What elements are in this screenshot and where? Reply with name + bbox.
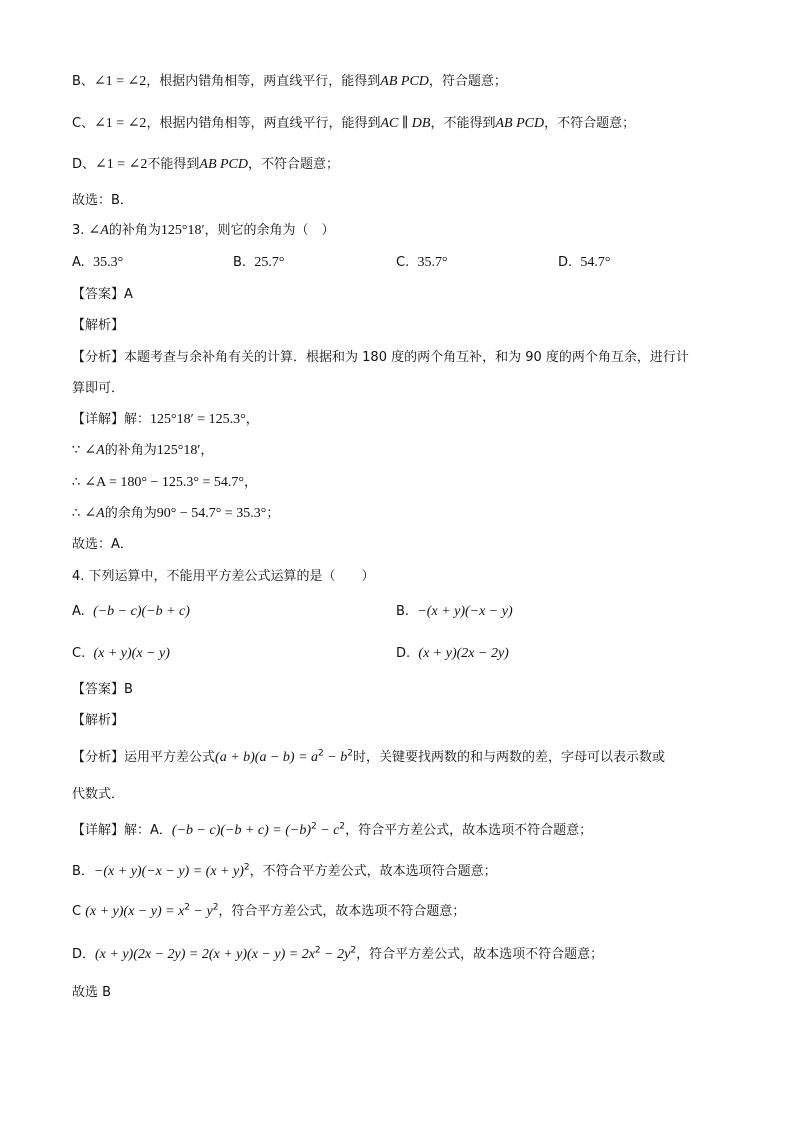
q4-option-c: C. (x + y)(x − y) (72, 646, 170, 661)
q3-option-a: A. 35.3° (72, 255, 124, 270)
q4-answer: 【答案】B (72, 682, 133, 697)
q3-choice: 故选：A． (72, 537, 133, 552)
q2-option-d-analysis: D、∠1 = ∠2不能得到AB PCD，不符合题意； (72, 157, 340, 172)
q4-stem: 4. 下列运算中，不能用平方差公式运算的是（ ） (72, 569, 375, 584)
q4-detail-b: B．$-(x + y)(-x - y) = (x + y)^2$，不符合平方差公式，故本选项符合题意； (72, 862, 497, 879)
q4-analysis-heading: 【解析】 (72, 713, 125, 728)
q3-analysis-heading: 【解析】 (72, 318, 125, 333)
q3-option-c: C. 35.7° (396, 255, 448, 270)
q4-detail-c: C $(x + y)(x - y) = x^2 - y^2$，符合平方差公式，故本选项不符合题意； (72, 902, 466, 919)
q3-option-d: D. 54.7° (558, 255, 611, 270)
q4-detail-d: D．$(x + y)(2x - 2y) = 2(x + y)(x - y) = 2x^2 - 2y^2$，符合平方差公式，故本选项不符合题意； (72, 945, 604, 962)
q4-fenxi-line2: 代数式． (72, 787, 125, 802)
q3-detail-line4: ∴ ∠A的余角为90° − 54.7° = 35.3°； (72, 506, 280, 521)
q2-choice: 故选：B． (72, 193, 133, 208)
q4-option-d: D. (x + y)(2x − 2y) (396, 646, 509, 661)
q4-option-b: B. −(x + y)(−x − y) (396, 604, 513, 619)
q3-stem: 3. ∠A的补角为125°18′，则它的余角为（ ） (72, 223, 335, 238)
q3-fenxi-line1: 【分析】本题考查与余补角有关的计算．根据和为 180 度的两个角互补，和为 90 度的两个角互余，进行计 (72, 350, 689, 365)
q4-fenxi-line1: 【分析】运用平方差公式$(a + b)(a - b) = a^2 - b^2$时，关键要找两数的和与两数的差，字母可以表示数或 (72, 748, 665, 765)
q4-detail-a: 【详解】解：A．$(-b - c)(-b + c) = (-b)^2 - c^2$，符合平方差公式，故本选项不符合题意； (72, 821, 593, 838)
q3-detail-line3: ∴ ∠A = 180° − 125.3° = 54.7°， (72, 475, 257, 490)
q2-option-c-analysis: C、∠1 = ∠2，根据内错角相等，两直线平行，能得到AC ∥ DB，不能得到AB PCD，不符合题意； (72, 116, 636, 131)
q4-option-a: A. (−b − c)(−b + c) (72, 604, 190, 619)
q4-choice: 故选 B (72, 985, 112, 1000)
q3-fenxi-line2: 算即可． (72, 381, 125, 396)
q3-detail-line2: ∵ ∠A的补角为125°18′， (72, 443, 214, 458)
q3-answer: 【答案】A (72, 287, 133, 302)
q3-detail-line1: 【详解】解：125°18′ = 125.3°， (72, 412, 259, 427)
q3-option-b: B. 25.7° (233, 255, 285, 270)
q2-option-b-analysis: B、∠1 = ∠2，根据内错角相等，两直线平行，能得到AB PCD，符合题意； (72, 74, 507, 89)
